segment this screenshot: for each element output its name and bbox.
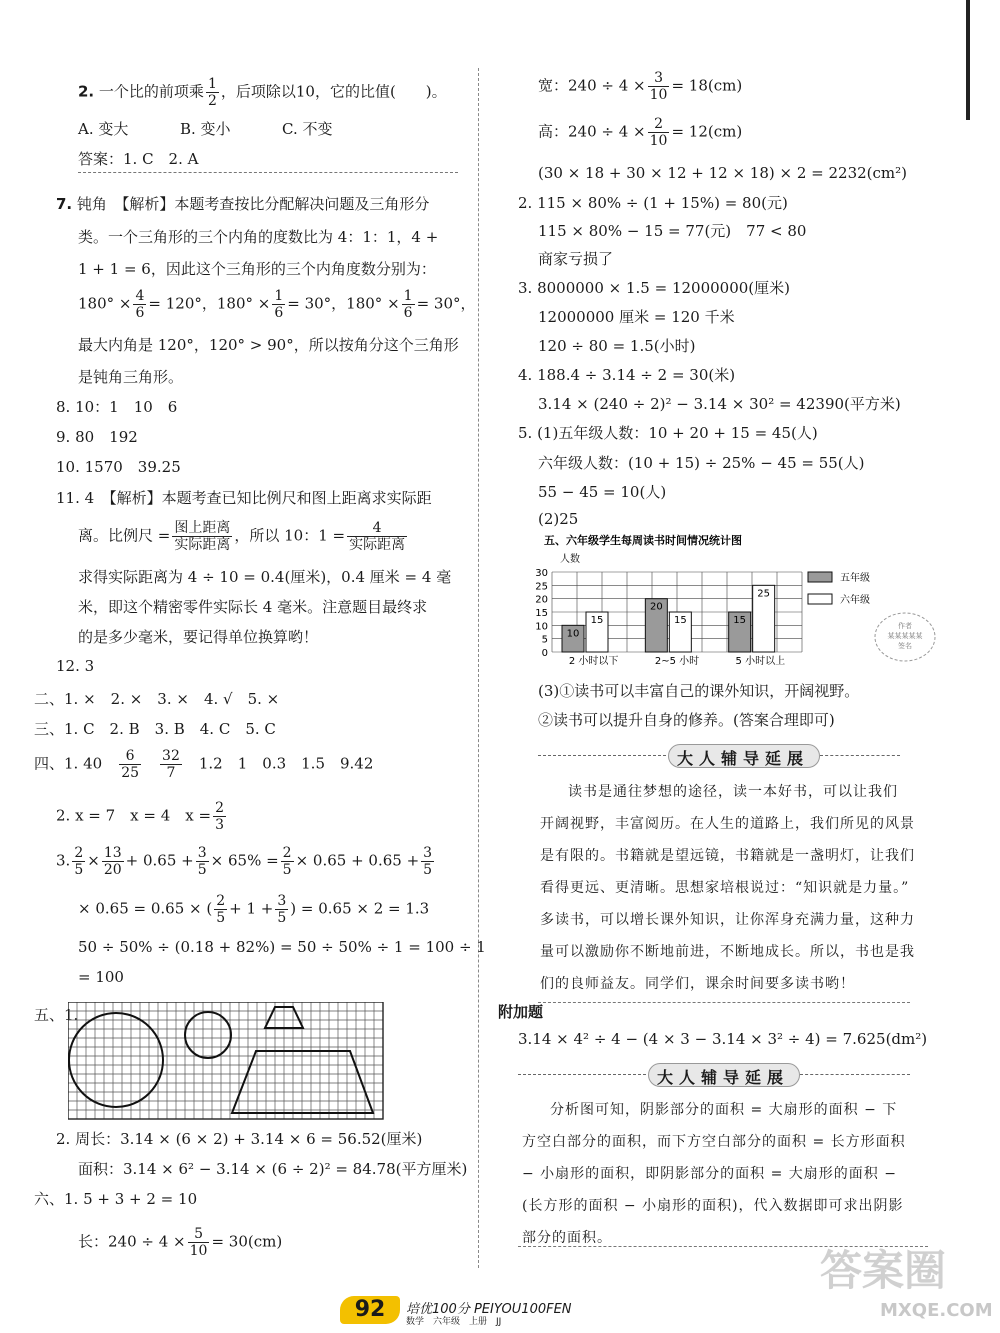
section-3-answers: 三、1. C 2. B 3. B 4. C 5. C: [34, 720, 276, 738]
q11-line-4: 米，即这个精密零件实际长 4 毫米。注意题目最终求: [78, 598, 428, 616]
legend-label: 六年级: [840, 595, 870, 606]
legend-label: 五年级: [840, 573, 870, 584]
q7-fraction-1: $\frac{4}{6}$: [135, 288, 145, 321]
r-q2-line-3: 商家亏损了: [538, 250, 614, 268]
q2-answer: 答案：1. C 2. A: [78, 150, 199, 168]
y-tick-label: 25: [535, 581, 548, 593]
q7-line-4: 180° × $\frac{4}{6}$ = 120°，180° × $\frac{1}{6}$ = 30°，180° × $\frac{1}{6}$ = 30°，: [78, 288, 476, 321]
stamp-text: 签名: [898, 642, 912, 650]
bar-value-label: 15: [733, 615, 747, 626]
section-5-label: 五、1.: [34, 1006, 79, 1024]
height-calc: 高：240 ÷ 4 × $\frac{2}{10}$ = 12(cm): [538, 116, 743, 149]
y-tick-label: 5: [541, 634, 548, 646]
q7-fraction-2: $\frac{1}{6}$: [274, 288, 284, 321]
tutor-paragraph-1: 读书是通往梦想的途径，读一本好书，可以让我们 开阔视野，丰富阅历。在人生的道路上，我们所见的风景 是有限的。书籍就是望远镜，书籍就是一盏明灯，让我们 看得更远、更清晰。思想家培根说过：“知识就是力量。” 多读书，可以增长课外知识，让你浑身充满力量，这种力 量可以激励你不断地前进，不断地成长。所以，书也是我 们的良师益友。同学们，课余时间要多读书哟！: [540, 784, 915, 992]
tutor-paragraph-2: 分析图可知，阴影部分的面积 = 大扇形的面积 − 下 方空白部分的面积，而下方空白部分的面积 = 长方形面积 − 小扇形的面积，即阴影部分的面积 = 大扇形的面积 − (长方形的面积 − 小扇形的面积)，代入数据即可求出阴影 部分的面积。: [522, 1102, 906, 1246]
r-q4-line-2: 3.14 × (240 ÷ 2)² − 3.14 × 30² = 42390(平方米): [538, 395, 901, 413]
q2-fraction: $\frac{1}{2}$: [207, 76, 217, 109]
q7-line-6: 是钝角三角形。: [78, 368, 184, 386]
bar-value-label: 20: [649, 601, 663, 613]
q7-line-3: 1 + 1 = 6，因此这个三角形的三个内角度数分别为：: [78, 260, 436, 278]
r-q4-line-1: 4. 188.4 ÷ 3.14 ÷ 2 = 30(米): [518, 366, 736, 384]
r-q5-line-4: (2)25: [538, 510, 579, 528]
r-q2-line-2: 115 × 80% − 15 = 77(元) 77 < 80: [538, 222, 807, 240]
q11-line-2: 离。比例尺 = $\frac{\text{图上距离}}{\text{实际距离}}$ ，所以 10：1 = $\frac{4}{\text{实际距离}}$: [78, 520, 406, 553]
stamp-text: 某某某某某: [887, 632, 923, 640]
r-q3-line-3: 120 ÷ 80 = 1.5(小时): [538, 337, 696, 355]
q2-option-c: C. 不变: [282, 120, 333, 138]
r-q5-line-2: 六年级人数：(10 + 15) ÷ 25% − 45 = 55(人): [538, 454, 865, 472]
q2-text-b: ，后项除以10，它的比值( )。: [220, 82, 447, 101]
chart-title: 五、六年级学生每周读书时间情况统计图: [544, 534, 742, 547]
q7-line-2: 类。一个三角形的三个内角的度数比为 4：1：1，4 +: [78, 228, 439, 246]
x-tick-label: 5 小时以上: [735, 656, 786, 667]
banner-1-title: 大人辅导延展: [676, 749, 809, 768]
page-footer: [340, 1296, 670, 1326]
y-tick-label: 30: [535, 568, 548, 579]
y-tick-label: 15: [535, 608, 548, 619]
subject-label: 数学 六年级 上册 JJ: [406, 1317, 502, 1327]
tutor-extension-banner-2: [518, 1061, 938, 1089]
watermark: [820, 1238, 993, 1328]
x-tick-label: 2~5 小时: [654, 656, 700, 667]
column-divider: [478, 68, 479, 1268]
watermark-url: MXQE.COM: [880, 1300, 993, 1321]
divider-2: [538, 1002, 910, 1003]
q7-fraction-3: $\frac{1}{6}$: [403, 288, 413, 321]
banner-2-title: 大人辅导延展: [656, 1068, 789, 1087]
r-q5-3-line-2: ②读书可以提升自身的修养。(答案合理即可): [538, 711, 835, 729]
bar-value-label: 15: [590, 615, 604, 626]
section-5-2-perimeter: 2. 周长：3.14 × (6 × 2) + 3.14 × 6 = 56.52(厘米): [56, 1130, 423, 1148]
r-q5-line-1: 5. (1)五年级人数：10 + 20 + 15 = 45(人): [518, 424, 818, 442]
surface-area-calc: (30 × 18 + 30 × 12 + 12 × 18) × 2 = 2232(cm²): [538, 164, 908, 182]
bonus-answer: 3.14 × 4² ÷ 4 − (4 × 3 − 3.14 × 3² ÷ 4) = 7.625(dm²): [518, 1030, 928, 1048]
y-tick-label: 20: [535, 594, 548, 606]
q9-answer: 9. 80 192: [56, 428, 138, 446]
bonus-title: 附加题: [498, 1003, 544, 1021]
section-4-line-4: × 0.65 = 0.65 × ( $\frac{2}{5}$ + 1 + $\frac{3}{5}$ ) = 0.65 × 2 = 1.3: [78, 893, 430, 926]
bar-value-label: 10: [566, 628, 580, 640]
width-calc: 宽：240 ÷ 4 × $\frac{3}{10}$ = 18(cm): [538, 70, 743, 103]
y-axis-label: 人数: [560, 554, 580, 565]
q2-number: 2.: [78, 82, 95, 101]
q11-line-3: 求得实际距离为 4 ÷ 10 = 0.4(厘米)，0.4 厘米 = 4 毫: [78, 568, 452, 586]
y-tick-label: 0: [541, 648, 548, 659]
q10-answer: 10. 1570 39.25: [56, 458, 181, 476]
bar-value-label: 15: [673, 615, 687, 626]
section-4-line-3: 3. $\frac{2}{5}$ × $\frac{13}{20}$ + 0.65 + $\frac{3}{5}$ × 65% = $\frac{2}{5}$ × 0.65 + 0.65 + $\frac{3}{5}$: [56, 845, 433, 878]
y-tick-label: 10: [535, 621, 548, 633]
section-4-line-1: 四、1. 40 $\frac{6}{25}$ $\frac{32}{7}$ 1.2 1 0.3 1.5 9.42: [34, 748, 374, 781]
q11-fraction-1: $\frac{\text{图上距离}}{\text{实际距离}}$: [174, 520, 231, 553]
right-column: [480, 0, 1000, 1333]
q12-answer: 12. 3: [56, 657, 95, 675]
bar-value-label: 25: [757, 588, 771, 600]
left-column: [0, 0, 486, 1333]
q7-line-5: 最大内角是 120°，120° > 90°，所以按角分这个三角形: [78, 336, 459, 354]
geometry-grid-figure: [68, 1002, 384, 1120]
tutor-extension-banner-1: [538, 742, 958, 770]
q11-line-1: 11. 4 【解析】本题考查已知比例尺和图上距离求实际距: [56, 489, 432, 507]
q2-option-a: A. 变大: [78, 120, 129, 138]
q2-stem: [78, 76, 447, 109]
section-6-line-1: 六、1. 5 + 3 + 2 = 10: [34, 1190, 198, 1208]
section-4-line-2: 2. x = 7 x = 4 x = $\frac{2}{3}$: [56, 800, 225, 833]
divider-1: [78, 172, 458, 173]
r-q3-line-1: 3. 8000000 × 1.5 = 12000000(厘米): [518, 279, 790, 297]
legend-swatch: [808, 594, 832, 604]
small-circle: [185, 1012, 231, 1058]
section-2-answers: 二、1. × 2. × 3. × 4. √ 5. ×: [34, 690, 280, 708]
q8-answer: 8. 10：1 10 6: [56, 398, 178, 416]
section-6-line-2: 长：240 ÷ 4 × $\frac{5}{10}$ = 30(cm): [78, 1226, 283, 1259]
r-q5-3-line-1: (3)①读书可以丰富自己的课外知识，开阔视野。: [538, 682, 860, 700]
page-number: 92: [340, 1296, 400, 1324]
q2-text-a: 一个比的前项乘: [98, 82, 204, 101]
reading-time-bar-chart: [520, 532, 940, 672]
r-q3-line-2: 12000000 厘米 = 120 千米: [538, 308, 735, 326]
section-4-line-6: = 100: [78, 968, 124, 986]
q7-line-1: 7. 钝角 【解析】本题考查按比分配解决问题及三角形分: [56, 195, 430, 213]
legend-swatch: [808, 572, 832, 582]
section-4-line-5: 50 ÷ 50% ÷ (0.18 + 82%) = 50 ÷ 50% ÷ 1 = 100 ÷ 1: [78, 938, 486, 956]
watermark-logo: 答案圈: [820, 1246, 947, 1295]
r-q2-line-1: 2. 115 × 80% ÷ (1 + 15%) = 80(元): [518, 194, 788, 212]
r-q5-line-3: 55 − 45 = 10(人): [538, 483, 667, 501]
section-5-2-area: 面积：3.14 × 6² − 3.14 × (6 ÷ 2)² = 84.78(平方厘米): [78, 1160, 468, 1178]
stamp-text: 作者: [898, 622, 912, 630]
q2-option-b: B. 变小: [180, 120, 231, 138]
q11-fraction-2: $\frac{4}{\text{实际距离}}$: [349, 520, 406, 553]
x-tick-label: 2 小时以下: [568, 656, 619, 667]
brand-name: 培优100分 PEIYOU100FEN: [406, 1302, 572, 1317]
large-trapezoid: [232, 1051, 373, 1113]
q11-line-5: 的是多少毫米，要记得单位换算哟！: [78, 628, 319, 646]
